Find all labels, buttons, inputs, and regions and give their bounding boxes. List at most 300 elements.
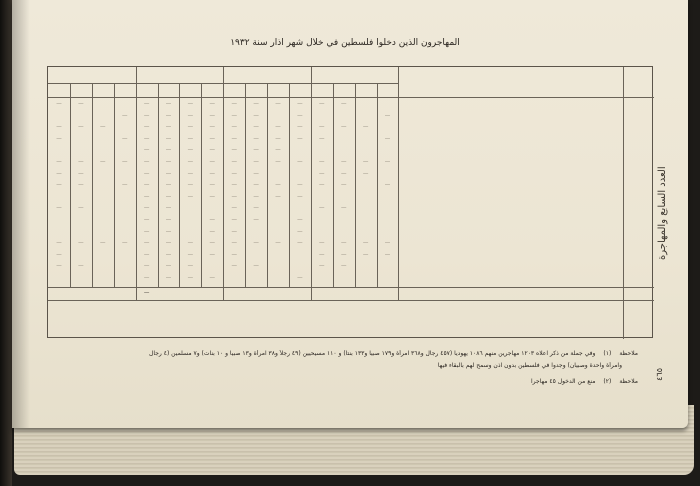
table-cell: — bbox=[209, 240, 216, 247]
table-cell: — bbox=[165, 228, 172, 235]
table-cell: — bbox=[319, 170, 325, 177]
table-cell: — bbox=[143, 135, 150, 142]
table-cell bbox=[334, 227, 354, 239]
table-cell: — bbox=[319, 263, 325, 270]
table-cell: — bbox=[121, 112, 128, 119]
table-cell: — bbox=[297, 228, 303, 235]
table-cell: — bbox=[275, 101, 281, 107]
table-cell: — bbox=[297, 240, 303, 247]
table-cell bbox=[49, 192, 69, 204]
table-cell: — bbox=[78, 124, 84, 131]
table-cell: — bbox=[362, 170, 369, 177]
table-cell: — bbox=[143, 124, 150, 131]
row-code bbox=[625, 157, 651, 169]
table-cell bbox=[290, 145, 310, 157]
table-cell: — bbox=[165, 159, 172, 165]
table-cell: — bbox=[319, 240, 325, 247]
table-cell: — bbox=[209, 159, 216, 165]
table-cell bbox=[115, 122, 135, 134]
note-num: (٢) bbox=[603, 378, 612, 385]
table-cell: — bbox=[340, 124, 347, 131]
table-cell bbox=[93, 227, 113, 239]
side-annotation: العدد السابع والمهاجرة bbox=[657, 166, 668, 260]
table-cell: — bbox=[56, 182, 62, 189]
table-cell: — bbox=[78, 101, 84, 107]
table-cell: — bbox=[319, 124, 325, 131]
table-cell bbox=[268, 250, 288, 262]
table-cell: — bbox=[165, 205, 172, 212]
row-code bbox=[625, 227, 651, 239]
table-cell: — bbox=[340, 205, 347, 212]
table-cell bbox=[93, 192, 113, 204]
table-cell: — bbox=[362, 159, 369, 165]
table-cell bbox=[93, 111, 113, 123]
table-cell: — bbox=[231, 135, 237, 142]
table-cell bbox=[71, 273, 91, 285]
table-cell: — bbox=[143, 263, 150, 270]
table-cell: — bbox=[231, 112, 237, 119]
table-cell: — bbox=[209, 101, 216, 107]
table-rule bbox=[48, 287, 654, 288]
table-cell bbox=[71, 145, 91, 157]
table-cell: — bbox=[340, 263, 347, 270]
note-label: ملاحظة bbox=[619, 378, 638, 385]
table-cell bbox=[378, 145, 398, 157]
table-cell: — bbox=[340, 182, 347, 189]
table-cell: — bbox=[297, 112, 303, 119]
table-cell bbox=[334, 145, 354, 157]
table-cell: — bbox=[143, 251, 150, 258]
table-cell: — bbox=[231, 205, 237, 212]
table-cell: — bbox=[319, 251, 325, 258]
table-cell: — bbox=[56, 124, 62, 131]
table-cell bbox=[93, 250, 113, 262]
table-cell bbox=[378, 192, 398, 204]
table-cell bbox=[290, 169, 310, 181]
table-cell: — bbox=[209, 228, 216, 235]
table-cell: — bbox=[121, 182, 128, 189]
table-cell: — bbox=[231, 182, 237, 189]
table-cell bbox=[115, 261, 135, 273]
table-cell bbox=[71, 192, 91, 204]
table-cell bbox=[312, 273, 332, 285]
table-cell: — bbox=[209, 193, 216, 200]
table-cell bbox=[268, 227, 288, 239]
table-cell: — bbox=[165, 193, 172, 200]
table-cell: — bbox=[187, 147, 194, 154]
table-cell: — bbox=[165, 182, 172, 189]
row-code bbox=[625, 99, 651, 111]
table-cell bbox=[378, 122, 398, 134]
table-cell bbox=[180, 215, 200, 227]
table-cell: — bbox=[143, 112, 150, 119]
table-cell: — bbox=[319, 205, 325, 212]
table-cell: — bbox=[56, 135, 62, 142]
row-category bbox=[400, 99, 619, 111]
table-cell bbox=[71, 250, 91, 262]
table-cell bbox=[115, 250, 135, 262]
table-cell: — bbox=[187, 263, 194, 270]
table-cell bbox=[49, 145, 69, 157]
row-category bbox=[400, 111, 619, 123]
table-cell bbox=[378, 227, 398, 239]
table-cell: — bbox=[297, 135, 303, 142]
table-cell: — bbox=[384, 251, 391, 258]
table-cell: — bbox=[253, 193, 259, 200]
table-cell bbox=[246, 273, 266, 285]
table-cell: — bbox=[209, 124, 216, 131]
spine-shadow bbox=[12, 0, 30, 428]
table-cell: — bbox=[143, 217, 150, 223]
table-cell: — bbox=[253, 112, 259, 119]
table-cell: — bbox=[297, 193, 303, 200]
table-cell: — bbox=[297, 217, 303, 223]
table-cell: — bbox=[231, 124, 237, 131]
table-cell: — bbox=[384, 159, 391, 165]
table-cell: — bbox=[143, 182, 150, 189]
table-cell bbox=[356, 99, 376, 111]
table-cell bbox=[334, 192, 354, 204]
row-category bbox=[400, 134, 619, 146]
immigration-table bbox=[47, 66, 653, 338]
table-cell: — bbox=[165, 101, 172, 107]
table-cell: — bbox=[253, 182, 259, 189]
table-cell: — bbox=[209, 135, 216, 142]
table-cell bbox=[71, 134, 91, 146]
table-cell: — bbox=[143, 101, 150, 107]
table-cell bbox=[356, 134, 376, 146]
table-cell bbox=[312, 111, 332, 123]
table-cell bbox=[356, 111, 376, 123]
table-cell: — bbox=[275, 159, 281, 165]
table-cell: — bbox=[209, 112, 216, 119]
row-code bbox=[625, 203, 651, 215]
row-category bbox=[400, 122, 619, 134]
table-cell bbox=[224, 273, 244, 285]
table-cell: — bbox=[78, 182, 84, 189]
table-cell: — bbox=[143, 170, 150, 177]
table-cell: — bbox=[253, 135, 259, 142]
table-cell: — bbox=[319, 159, 325, 165]
table-title: المهاجرون الذين دخلوا فلسطين في خلال شهر اذار سنة ١٩٣٢ bbox=[230, 38, 460, 48]
table-cell: — bbox=[209, 217, 216, 223]
table-cell bbox=[93, 215, 113, 227]
table-cell: — bbox=[253, 101, 259, 107]
table-cell: — bbox=[187, 112, 194, 119]
row-category bbox=[400, 169, 619, 181]
row-category bbox=[400, 238, 619, 250]
table-cell: — bbox=[340, 240, 347, 247]
table-cell bbox=[115, 273, 135, 285]
table-cell bbox=[356, 261, 376, 273]
table-cell: — bbox=[56, 170, 62, 177]
table-cell: — bbox=[253, 205, 259, 212]
table-column-rule bbox=[623, 67, 624, 339]
table-cell bbox=[268, 203, 288, 215]
table-cell bbox=[246, 250, 266, 262]
table-cell: — bbox=[56, 240, 62, 247]
row-category bbox=[400, 180, 619, 192]
table-rule bbox=[48, 300, 654, 301]
table-cell bbox=[246, 227, 266, 239]
table-cell bbox=[115, 227, 135, 239]
table-cell bbox=[290, 261, 310, 273]
table-cell: — bbox=[275, 135, 281, 142]
table-cell: — bbox=[340, 170, 347, 177]
table-cell: — bbox=[231, 170, 237, 177]
table-cell: — bbox=[121, 240, 128, 247]
table-cell bbox=[93, 99, 113, 111]
table-cell: — bbox=[297, 182, 303, 189]
table-cell bbox=[378, 261, 398, 273]
row-code bbox=[625, 215, 651, 227]
note-line bbox=[149, 350, 638, 357]
table-cell: — bbox=[187, 240, 194, 247]
table-cell: — bbox=[165, 124, 172, 131]
table-cell: — bbox=[340, 159, 347, 165]
table-cell bbox=[93, 180, 113, 192]
table-cell: — bbox=[56, 159, 62, 165]
table-cell: — bbox=[319, 101, 325, 107]
table-cell: — bbox=[362, 240, 369, 247]
table-cell: — bbox=[187, 135, 194, 142]
table-cell bbox=[93, 134, 113, 146]
table-cell: — bbox=[56, 251, 62, 258]
table-cell: — bbox=[231, 147, 237, 154]
table-cell bbox=[312, 192, 332, 204]
table-cell: — bbox=[209, 147, 216, 154]
table-cell bbox=[312, 227, 332, 239]
table-cell: — bbox=[143, 240, 150, 247]
table-cell: — bbox=[209, 182, 216, 189]
table-column-rule bbox=[398, 67, 399, 300]
table-cell: — bbox=[231, 251, 237, 258]
table-cell: — bbox=[231, 240, 237, 247]
table-cell bbox=[378, 169, 398, 181]
row-code bbox=[625, 111, 651, 123]
table-cell bbox=[312, 145, 332, 157]
table-cell: — bbox=[231, 228, 237, 235]
table-cell: — bbox=[187, 124, 194, 131]
table-cell: — bbox=[209, 251, 216, 258]
table-cell: — bbox=[121, 159, 128, 165]
page-number: ٤٦٥ bbox=[655, 368, 664, 381]
table-cell: — bbox=[121, 135, 128, 142]
table-cell bbox=[93, 203, 113, 215]
table-cell bbox=[268, 111, 288, 123]
table-cell bbox=[378, 99, 398, 111]
table-cell: — bbox=[384, 112, 391, 119]
table-cell: — bbox=[78, 159, 84, 165]
note-label: ملاحظة bbox=[619, 350, 638, 357]
table-cell: — bbox=[340, 101, 347, 107]
note-text: وامرأة واحدة وصبيان) وجدوا في فلسطين بدون اذن وسمح لهم بالبقاء فيها bbox=[437, 362, 622, 369]
table-cell bbox=[180, 227, 200, 239]
note-num: (١) bbox=[603, 350, 612, 357]
note-text: وفي جملة من ذكر اعلاه ١٢٠٣ مهاجرين منهم ١٠٨٦ يهودياً (٤٥٧ رجال و٣٦٨ امرأة و١٧٩ صبيا و١٣٣ بنتاً) و ١١٠ مسيحيين (٤٩ رجلاً و٣٨ امرأة و١٣ صبياً و ١٠ بنات) و٧ مسلمين (٤ رجال bbox=[149, 350, 596, 357]
table-cell: — bbox=[56, 205, 62, 212]
row-category bbox=[400, 261, 619, 273]
table-cell bbox=[115, 192, 135, 204]
table-cell: — bbox=[253, 147, 259, 154]
row-code bbox=[625, 250, 651, 262]
table-cell: — bbox=[231, 101, 237, 107]
table-cell: — bbox=[165, 275, 172, 281]
table-cell bbox=[356, 192, 376, 204]
row-code bbox=[625, 192, 651, 204]
row-category bbox=[400, 203, 619, 215]
table-cell: — bbox=[362, 251, 369, 258]
table-cell: — bbox=[78, 240, 84, 247]
row-category bbox=[400, 192, 619, 204]
table-cell: — bbox=[187, 182, 194, 189]
table-rule bbox=[48, 97, 654, 98]
table-cell bbox=[71, 215, 91, 227]
total-cell: — bbox=[143, 289, 150, 296]
table-cell bbox=[356, 273, 376, 285]
table-cell bbox=[93, 145, 113, 157]
table-cell: — bbox=[187, 170, 194, 177]
table-cell: — bbox=[56, 263, 62, 270]
table-cell: — bbox=[143, 147, 150, 154]
table-cell: — bbox=[297, 101, 303, 107]
table-cell bbox=[202, 203, 222, 215]
table-cell: — bbox=[253, 124, 259, 131]
table-cell: — bbox=[165, 147, 172, 154]
table-cell bbox=[115, 169, 135, 181]
table-cell: — bbox=[253, 263, 259, 270]
table-cell bbox=[268, 215, 288, 227]
table-cell bbox=[71, 111, 91, 123]
table-cell: — bbox=[253, 170, 259, 177]
table-cell bbox=[202, 261, 222, 273]
table-cell bbox=[290, 250, 310, 262]
table-cell bbox=[334, 273, 354, 285]
note-line bbox=[438, 362, 638, 369]
table-cell bbox=[378, 273, 398, 285]
table-cell: — bbox=[187, 251, 194, 258]
table-cell bbox=[268, 169, 288, 181]
table-cell: — bbox=[165, 112, 172, 119]
book-spine bbox=[0, 0, 12, 486]
note-line bbox=[531, 378, 638, 385]
table-cell bbox=[334, 215, 354, 227]
table-cell: — bbox=[275, 124, 281, 131]
table-cell: — bbox=[78, 205, 84, 212]
table-cell: — bbox=[384, 135, 391, 142]
table-cell bbox=[49, 111, 69, 123]
table-cell: — bbox=[297, 275, 303, 281]
table-cell: — bbox=[143, 159, 150, 165]
table-cell bbox=[290, 203, 310, 215]
table-cell: — bbox=[231, 193, 237, 200]
row-category bbox=[400, 250, 619, 262]
table-cell bbox=[378, 203, 398, 215]
table-cell: — bbox=[56, 101, 62, 107]
table-cell bbox=[71, 227, 91, 239]
row-code bbox=[625, 238, 651, 250]
table-cell bbox=[115, 99, 135, 111]
table-cell: — bbox=[187, 159, 194, 165]
table-cell: — bbox=[275, 147, 281, 154]
table-cell: — bbox=[231, 217, 237, 223]
row-code bbox=[625, 134, 651, 146]
table-cell: — bbox=[143, 193, 150, 200]
table-cell: — bbox=[143, 275, 150, 281]
table-cell bbox=[334, 134, 354, 146]
table-cell bbox=[180, 203, 200, 215]
table-cell: — bbox=[100, 159, 106, 165]
table-cell bbox=[115, 215, 135, 227]
row-code bbox=[625, 261, 651, 273]
table-cell: — bbox=[143, 228, 150, 235]
table-cell: — bbox=[165, 240, 172, 247]
table-cell: — bbox=[165, 135, 172, 142]
table-cell bbox=[268, 261, 288, 273]
table-cell bbox=[356, 145, 376, 157]
row-category bbox=[400, 273, 619, 285]
row-code bbox=[625, 169, 651, 181]
table-cell: — bbox=[209, 170, 216, 177]
table-cell: — bbox=[275, 193, 281, 200]
table-cell bbox=[93, 169, 113, 181]
row-code bbox=[625, 180, 651, 192]
table-cell bbox=[49, 227, 69, 239]
table-cell: — bbox=[165, 251, 172, 258]
table-cell: — bbox=[253, 217, 259, 223]
table-cell: — bbox=[187, 101, 194, 107]
table-cell: — bbox=[231, 263, 237, 270]
table-cell: — bbox=[253, 159, 259, 165]
table-cell: — bbox=[319, 135, 325, 142]
table-cell: — bbox=[165, 170, 172, 177]
table-cell: — bbox=[165, 217, 172, 223]
row-code bbox=[625, 122, 651, 134]
row-category bbox=[400, 157, 619, 169]
table-cell: — bbox=[231, 159, 237, 165]
row-category bbox=[400, 227, 619, 239]
table-cell bbox=[356, 215, 376, 227]
note-text: منع من الدخول ٤٥ مهاجراً bbox=[531, 378, 596, 385]
table-cell: — bbox=[78, 263, 84, 270]
table-cell: — bbox=[297, 159, 303, 165]
table-cell bbox=[356, 203, 376, 215]
table-cell: — bbox=[384, 182, 391, 189]
table-cell bbox=[378, 215, 398, 227]
table-cell: — bbox=[165, 263, 172, 270]
table-cell bbox=[115, 145, 135, 157]
table-cell bbox=[49, 215, 69, 227]
table-cell: — bbox=[100, 240, 106, 247]
table-cell: — bbox=[362, 124, 369, 131]
table-cell: — bbox=[340, 251, 347, 258]
table-cell: — bbox=[209, 275, 216, 281]
row-category bbox=[400, 145, 619, 157]
table-cell: — bbox=[384, 240, 391, 247]
row-code bbox=[625, 273, 651, 285]
table-cell: — bbox=[187, 193, 194, 200]
table-cell bbox=[356, 227, 376, 239]
table-cell bbox=[312, 215, 332, 227]
table-cell bbox=[49, 273, 69, 285]
table-cell: — bbox=[253, 240, 259, 247]
table-cell: — bbox=[100, 124, 106, 131]
table-cell bbox=[93, 261, 113, 273]
table-cell: — bbox=[275, 182, 281, 189]
table-cell: — bbox=[187, 275, 194, 281]
table-cell bbox=[93, 273, 113, 285]
table-cell bbox=[115, 203, 135, 215]
